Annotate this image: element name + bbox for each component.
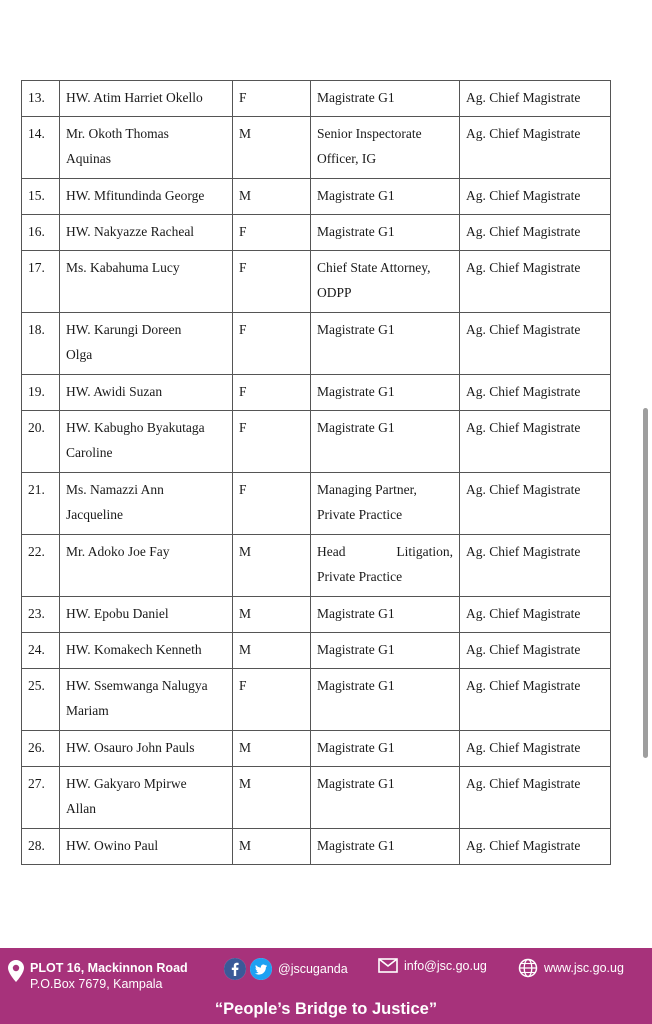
- cell-number: [22, 251, 60, 313]
- table-row: [22, 179, 611, 215]
- cell-number: [22, 313, 60, 375]
- position-line: Head Litigation,: [317, 544, 453, 559]
- name-line: HW. Osauro John Pauls: [66, 740, 195, 755]
- row-number: 20.: [28, 420, 45, 435]
- position-line: Senior Inspectorate: [317, 126, 422, 141]
- cell-gender: [233, 81, 311, 117]
- recommendation: Ag. Chief Magistrate: [466, 678, 581, 693]
- cell-number: [22, 731, 60, 767]
- cell-position: [311, 313, 460, 375]
- name-line: HW. Atim Harriet Okello: [66, 90, 203, 105]
- cell-number: [22, 81, 60, 117]
- table-row: [22, 767, 611, 829]
- name-line: Ms. Kabahuma Lucy: [66, 260, 180, 275]
- cell-recommendation: [460, 375, 611, 411]
- name-line: Mr. Okoth Thomas: [66, 126, 169, 141]
- gender: M: [239, 188, 252, 203]
- position-line: Officer, IG: [317, 151, 377, 166]
- gender: F: [239, 322, 247, 337]
- gender: F: [239, 384, 247, 399]
- cell-name: [60, 179, 233, 215]
- position-line: Magistrate G1: [317, 90, 395, 105]
- recommendation: Ag. Chief Magistrate: [466, 384, 581, 399]
- website-link[interactable]: www.jsc.go.ug: [544, 961, 624, 975]
- gender: F: [239, 482, 247, 497]
- cell-number: [22, 117, 60, 179]
- appointments-table: [21, 80, 611, 865]
- position-line: Private Practice: [317, 507, 403, 522]
- table-row: [22, 731, 611, 767]
- cell-name: [60, 829, 233, 865]
- cell-position: [311, 767, 460, 829]
- recommendation: Ag. Chief Magistrate: [466, 322, 581, 337]
- address-line1: PLOT 16, Mackinnon Road: [30, 961, 188, 975]
- name-line: HW. Kabugho Byakutaga: [66, 420, 205, 435]
- position-line: Magistrate G1: [317, 322, 395, 337]
- recommendation: Ag. Chief Magistrate: [466, 188, 581, 203]
- twitter-icon[interactable]: [250, 958, 272, 980]
- table-row: [22, 669, 611, 731]
- name-line: HW. Komakech Kenneth: [66, 642, 202, 657]
- position-line: Magistrate G1: [317, 188, 395, 203]
- position-line: ODPP: [317, 285, 352, 300]
- cell-recommendation: [460, 117, 611, 179]
- cell-recommendation: [460, 179, 611, 215]
- position-line: Magistrate G1: [317, 224, 395, 239]
- cell-name: [60, 669, 233, 731]
- cell-position: [311, 669, 460, 731]
- gender: F: [239, 420, 247, 435]
- cell-name: [60, 535, 233, 597]
- cell-gender: [233, 179, 311, 215]
- table-row: [22, 313, 611, 375]
- gender: F: [239, 260, 247, 275]
- cell-number: [22, 633, 60, 669]
- name-line: Mr. Adoko Joe Fay: [66, 544, 170, 559]
- cell-number: [22, 473, 60, 535]
- cell-gender: [233, 535, 311, 597]
- footer-address: [8, 960, 188, 992]
- name-line: HW. Awidi Suzan: [66, 384, 163, 399]
- cell-position: [311, 597, 460, 633]
- recommendation: Ag. Chief Magistrate: [466, 420, 581, 435]
- table-body: [22, 81, 611, 865]
- table-row: [22, 215, 611, 251]
- cell-recommendation: [460, 411, 611, 473]
- cell-name: [60, 81, 233, 117]
- cell-number: [22, 669, 60, 731]
- cell-name: [60, 597, 233, 633]
- table-row: [22, 633, 611, 669]
- footer-slogan: “People’s Bridge to Justice”: [214, 1000, 438, 1018]
- row-number: 19.: [28, 384, 45, 399]
- cell-gender: [233, 669, 311, 731]
- cell-recommendation: [460, 669, 611, 731]
- cell-gender: [233, 251, 311, 313]
- name-line: Jacqueline: [66, 507, 123, 522]
- cell-gender: [233, 767, 311, 829]
- cell-recommendation: [460, 829, 611, 865]
- table-row: [22, 473, 611, 535]
- gender: M: [239, 740, 252, 755]
- name-line: Allan: [66, 801, 96, 816]
- social-handle[interactable]: @jscuganda: [278, 962, 348, 976]
- address-line2: P.O.Box 7679, Kampala: [30, 977, 163, 991]
- cell-recommendation: [460, 81, 611, 117]
- scrollbar-thumb[interactable]: [643, 408, 648, 758]
- row-number: 14.: [28, 126, 45, 141]
- globe-icon: [518, 958, 538, 978]
- position-line: Managing Partner,: [317, 482, 417, 497]
- cell-position: [311, 81, 460, 117]
- row-number: 21.: [28, 482, 45, 497]
- gender: M: [239, 838, 252, 853]
- cell-position: [311, 411, 460, 473]
- name-line: Aquinas: [66, 151, 111, 166]
- location-pin-icon: [8, 960, 24, 982]
- footer-social: [224, 958, 348, 980]
- name-line: Olga: [66, 347, 93, 362]
- cell-gender: [233, 313, 311, 375]
- gender: F: [239, 678, 247, 693]
- name-line: HW. Owino Paul: [66, 838, 159, 853]
- row-number: 18.: [28, 322, 45, 337]
- email-link[interactable]: info@jsc.go.ug: [404, 958, 487, 973]
- position-line: Magistrate G1: [317, 384, 395, 399]
- recommendation: Ag. Chief Magistrate: [466, 224, 581, 239]
- table-row: [22, 81, 611, 117]
- cell-position: [311, 179, 460, 215]
- table-row: [22, 117, 611, 179]
- position-line: Magistrate G1: [317, 776, 395, 791]
- cell-name: [60, 251, 233, 313]
- cell-name: [60, 633, 233, 669]
- row-number: 26.: [28, 740, 45, 755]
- row-number: 27.: [28, 776, 45, 791]
- table-row: [22, 829, 611, 865]
- name-line: HW. Epobu Daniel: [66, 606, 169, 621]
- position-line: Magistrate G1: [317, 740, 395, 755]
- recommendation: Ag. Chief Magistrate: [466, 260, 581, 275]
- name-line: Ms. Namazzi Ann: [66, 482, 164, 497]
- cell-name: [60, 313, 233, 375]
- cell-recommendation: [460, 215, 611, 251]
- cell-recommendation: [460, 633, 611, 669]
- cell-gender: [233, 473, 311, 535]
- position-line: Magistrate G1: [317, 606, 395, 621]
- row-number: 22.: [28, 544, 45, 559]
- cell-name: [60, 411, 233, 473]
- table-row: [22, 597, 611, 633]
- cell-name: [60, 215, 233, 251]
- recommendation: Ag. Chief Magistrate: [466, 90, 581, 105]
- name-line: HW. Mfitundinda George: [66, 188, 205, 203]
- footer-website[interactable]: [518, 958, 624, 978]
- cell-number: [22, 535, 60, 597]
- gender: F: [239, 224, 247, 239]
- table-row: [22, 535, 611, 597]
- footer-email[interactable]: [378, 958, 487, 973]
- cell-gender: [233, 731, 311, 767]
- position-line: Magistrate G1: [317, 420, 395, 435]
- cell-position: [311, 375, 460, 411]
- cell-gender: [233, 633, 311, 669]
- cell-recommendation: [460, 731, 611, 767]
- cell-gender: [233, 375, 311, 411]
- cell-name: [60, 767, 233, 829]
- row-number: 24.: [28, 642, 45, 657]
- gender: M: [239, 544, 252, 559]
- cell-name: [60, 473, 233, 535]
- recommendation: Ag. Chief Magistrate: [466, 838, 581, 853]
- recommendation: Ag. Chief Magistrate: [466, 606, 581, 621]
- facebook-icon[interactable]: [224, 958, 246, 980]
- recommendation: Ag. Chief Magistrate: [466, 642, 581, 657]
- cell-recommendation: [460, 473, 611, 535]
- row-number: 23.: [28, 606, 45, 621]
- cell-name: [60, 375, 233, 411]
- row-number: 17.: [28, 260, 45, 275]
- name-line: HW. Ssemwanga Nalugya: [66, 678, 208, 693]
- gender: F: [239, 90, 247, 105]
- gender: M: [239, 642, 252, 657]
- cell-number: [22, 179, 60, 215]
- position-line: Magistrate G1: [317, 642, 395, 657]
- gender: M: [239, 776, 252, 791]
- mail-icon: [378, 958, 398, 973]
- cell-name: [60, 117, 233, 179]
- cell-gender: [233, 829, 311, 865]
- cell-recommendation: [460, 535, 611, 597]
- position-line: Chief State Attorney,: [317, 260, 431, 275]
- cell-position: [311, 535, 460, 597]
- cell-recommendation: [460, 597, 611, 633]
- gender: M: [239, 126, 252, 141]
- recommendation: Ag. Chief Magistrate: [466, 544, 581, 559]
- position-line: Magistrate G1: [317, 678, 395, 693]
- cell-position: [311, 215, 460, 251]
- cell-gender: [233, 411, 311, 473]
- cell-position: [311, 251, 460, 313]
- cell-number: [22, 829, 60, 865]
- position-line: Private Practice: [317, 569, 403, 584]
- row-number: 25.: [28, 678, 45, 693]
- cell-position: [311, 633, 460, 669]
- cell-position: [311, 829, 460, 865]
- cell-number: [22, 375, 60, 411]
- cell-number: [22, 215, 60, 251]
- row-number: 16.: [28, 224, 45, 239]
- table-row: [22, 411, 611, 473]
- recommendation: Ag. Chief Magistrate: [466, 482, 581, 497]
- position-line: Magistrate G1: [317, 838, 395, 853]
- table-row: [22, 375, 611, 411]
- cell-recommendation: [460, 251, 611, 313]
- cell-number: [22, 411, 60, 473]
- recommendation: Ag. Chief Magistrate: [466, 126, 581, 141]
- footer-banner: [0, 948, 652, 1024]
- cell-gender: [233, 215, 311, 251]
- cell-position: [311, 473, 460, 535]
- name-line: HW. Nakyazze Racheal: [66, 224, 195, 239]
- cell-name: [60, 731, 233, 767]
- cell-gender: [233, 597, 311, 633]
- name-line: Caroline: [66, 445, 113, 460]
- cell-position: [311, 117, 460, 179]
- name-line: HW. Gakyaro Mpirwe: [66, 776, 187, 791]
- gender: M: [239, 606, 252, 621]
- cell-number: [22, 597, 60, 633]
- table-row: [22, 251, 611, 313]
- name-line: HW. Karungi Doreen: [66, 322, 182, 337]
- row-number: 28.: [28, 838, 45, 853]
- recommendation: Ag. Chief Magistrate: [466, 776, 581, 791]
- cell-position: [311, 731, 460, 767]
- cell-recommendation: [460, 767, 611, 829]
- recommendation: Ag. Chief Magistrate: [466, 740, 581, 755]
- row-number: 15.: [28, 188, 45, 203]
- cell-number: [22, 767, 60, 829]
- cell-recommendation: [460, 313, 611, 375]
- name-line: Mariam: [66, 703, 109, 718]
- cell-gender: [233, 117, 311, 179]
- row-number: 13.: [28, 90, 45, 105]
